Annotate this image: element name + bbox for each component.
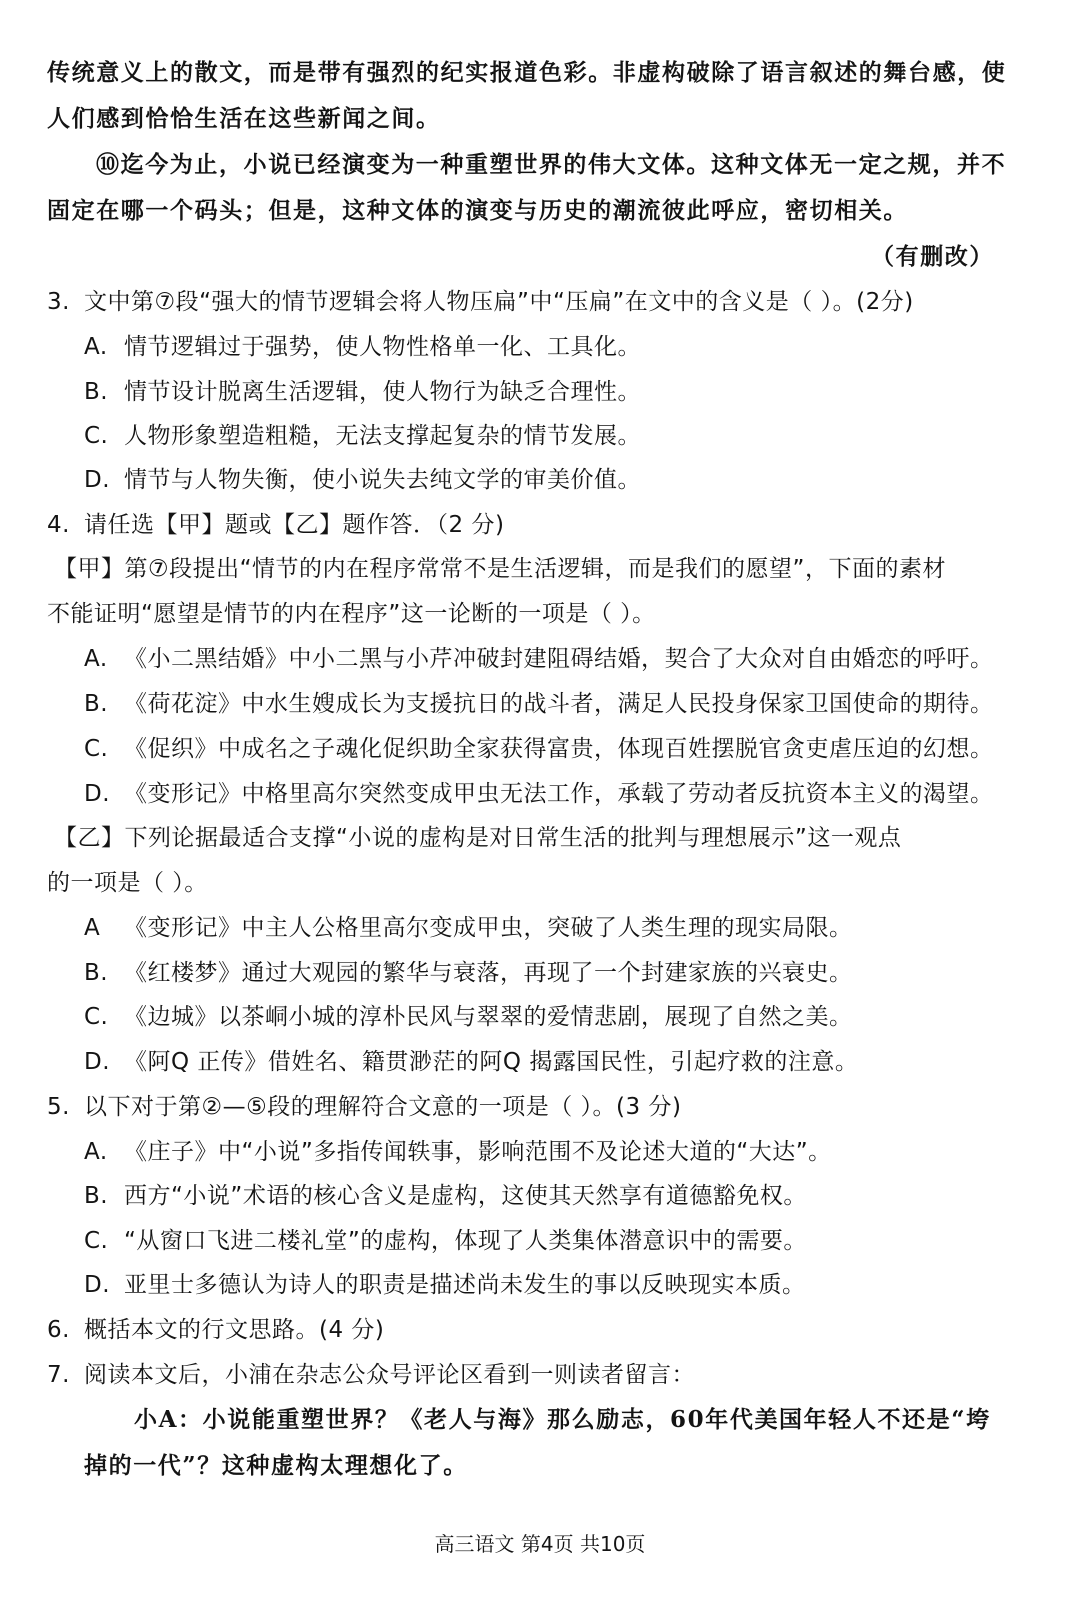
option-item <box>84 689 994 719</box>
option-text: 《小二黑结婚》中小二黑与小芹冲破封建阻碍结婚，契合了大众对自由婚恋的呼吁。 <box>124 646 994 672</box>
passage-line: 固定在哪一个码头；但是，这种文体的演变与历史的潮流彼此呼应，密切相关。 <box>47 197 908 224</box>
option-item <box>84 734 994 764</box>
option-item <box>84 958 853 988</box>
option-item <box>84 779 994 809</box>
option-text: 《阿Q 正传》借姓名、籍贯渺茫的阿Q 揭露国民性，引起疗救的注意。 <box>124 1049 859 1075</box>
option-label: A <box>84 915 101 941</box>
option-label: D. <box>84 1272 111 1298</box>
option-item <box>84 1047 858 1077</box>
option-text: 《边城》以茶峒小城的淳朴民风与翠翠的爱情悲剧，展现了自然之美。 <box>124 1004 853 1030</box>
page-footer: 高三语文 第4页 共10页 <box>434 1532 646 1556</box>
option-text: 《变形记》中主人公格里高尔变成甲虫，突破了人类生理的现实局限。 <box>124 915 853 941</box>
reader-comment: 掉的一代”？这种虚构太理想化了。 <box>84 1452 468 1479</box>
option-item <box>84 644 994 674</box>
option-item <box>84 1181 807 1211</box>
question-stem: 请任选【甲】题或【乙】题作答．（2 分) <box>84 512 505 538</box>
option-label: D. <box>84 1049 111 1075</box>
option-label: B. <box>84 379 109 405</box>
question-stem: 概括本文的行文思路。(4 分) <box>84 1317 385 1343</box>
option-label: A. <box>84 1139 108 1165</box>
option-item <box>84 1137 832 1167</box>
option-label: C. <box>84 1228 109 1254</box>
option-label: A. <box>84 646 108 672</box>
option-item <box>84 1226 807 1256</box>
jia-prompt: 【甲】第⑦段提出“情节的内在程序常常不是生活逻辑，而是我们的愿望”，下面的素材 <box>54 556 946 582</box>
option-text: 《庄子》中“小说”多指传闻轶事，影响范围不及论述大道的“大达”。 <box>124 1139 832 1165</box>
option-item <box>84 421 641 451</box>
option-text: 《促织》中成名之子魂化促织助全家获得富贵，体现百姓摆脱官贪吏虐压迫的幻想。 <box>124 736 994 762</box>
yi-prompt: 【乙】下列论据最适合支撑“小说的虚构是对日常生活的批判与理想展示”这一观点 <box>54 825 902 851</box>
question-stem: 阅读本文后，小浦在杂志公众号评论区看到一则读者留言： <box>84 1362 695 1388</box>
option-text: 西方“小说”术语的核心含义是虚构，这使其天然享有道德豁免权。 <box>124 1183 807 1209</box>
question-stem: 以下对于第②—⑤段的理解符合文意的一项是（ ）。(3 分) <box>84 1094 682 1120</box>
option-label: A. <box>84 334 108 360</box>
option-label: C. <box>84 736 109 762</box>
passage-line: 传统意义上的散文，而是带有强烈的纪实报道色彩。非虚构破除了语言叙述的舞台感，使 <box>47 59 1007 86</box>
source-note: （有删改） <box>871 243 994 270</box>
option-text: 《红楼梦》通过大观园的繁华与衰落，再现了一个封建家族的兴衰史。 <box>124 960 853 986</box>
option-label: B. <box>84 691 109 717</box>
option-text: 情节设计脱离生活逻辑，使人物行为缺乏合理性。 <box>124 379 641 405</box>
option-label: C. <box>84 423 109 449</box>
option-item <box>84 1002 853 1032</box>
option-text: 情节逻辑过于强势，使人物性格单一化、工具化。 <box>124 334 641 360</box>
option-item <box>84 332 641 362</box>
option-item <box>84 913 853 943</box>
option-label: D. <box>84 467 111 493</box>
question-number: 4. <box>47 512 70 538</box>
passage-line: 人们感到恰恰生活在这些新闻之间。 <box>47 105 441 132</box>
option-text: 人物形象塑造粗糙，无法支撑起复杂的情节发展。 <box>124 423 641 449</box>
reader-comment: 小A：小说能重塑世界？《老人与海》那么励志，60年代美国年轻人不还是“垮 <box>134 1406 991 1433</box>
option-label: C. <box>84 1004 109 1030</box>
option-text: “从窗口飞进二楼礼堂”的虚构，体现了人类集体潜意识中的需要。 <box>124 1228 807 1254</box>
option-text: 亚里士多德认为诗人的职责是描述尚未发生的事以反映现实本质。 <box>124 1272 806 1298</box>
passage-line: ⑩迄今为止，小说已经演变为一种重塑世界的伟大文体。这种文体无一定之规，并不 <box>96 151 1007 178</box>
question-number: 3. <box>47 289 70 315</box>
option-text: 情节与人物失衡，使小说失去纯文学的审美价值。 <box>124 467 641 493</box>
option-item <box>84 465 641 495</box>
option-label: B. <box>84 1183 109 1209</box>
option-label: D. <box>84 781 111 807</box>
option-label: B. <box>84 960 109 986</box>
jia-prompt: 不能证明“愿望是情节的内在程序”这一论断的一项是（ ）。 <box>47 601 656 627</box>
question-number: 6. <box>47 1317 70 1343</box>
option-item <box>84 377 641 407</box>
option-text: 《荷花淀》中水生嫂成长为支援抗日的战斗者，满足人民投身保家卫国使命的期待。 <box>124 691 994 717</box>
option-text: 《变形记》中格里高尔突然变成甲虫无法工作，承载了劳动者反抗资本主义的渴望。 <box>124 781 994 807</box>
yi-prompt: 的一项是（ ）。 <box>47 870 208 896</box>
question-stem: 文中第⑦段“强大的情节逻辑会将人物压扁”中“压扁”在文中的含义是（ ）。(2分) <box>84 289 914 315</box>
question-number: 7. <box>47 1362 70 1388</box>
option-item <box>84 1270 806 1300</box>
question-number: 5. <box>47 1094 70 1120</box>
